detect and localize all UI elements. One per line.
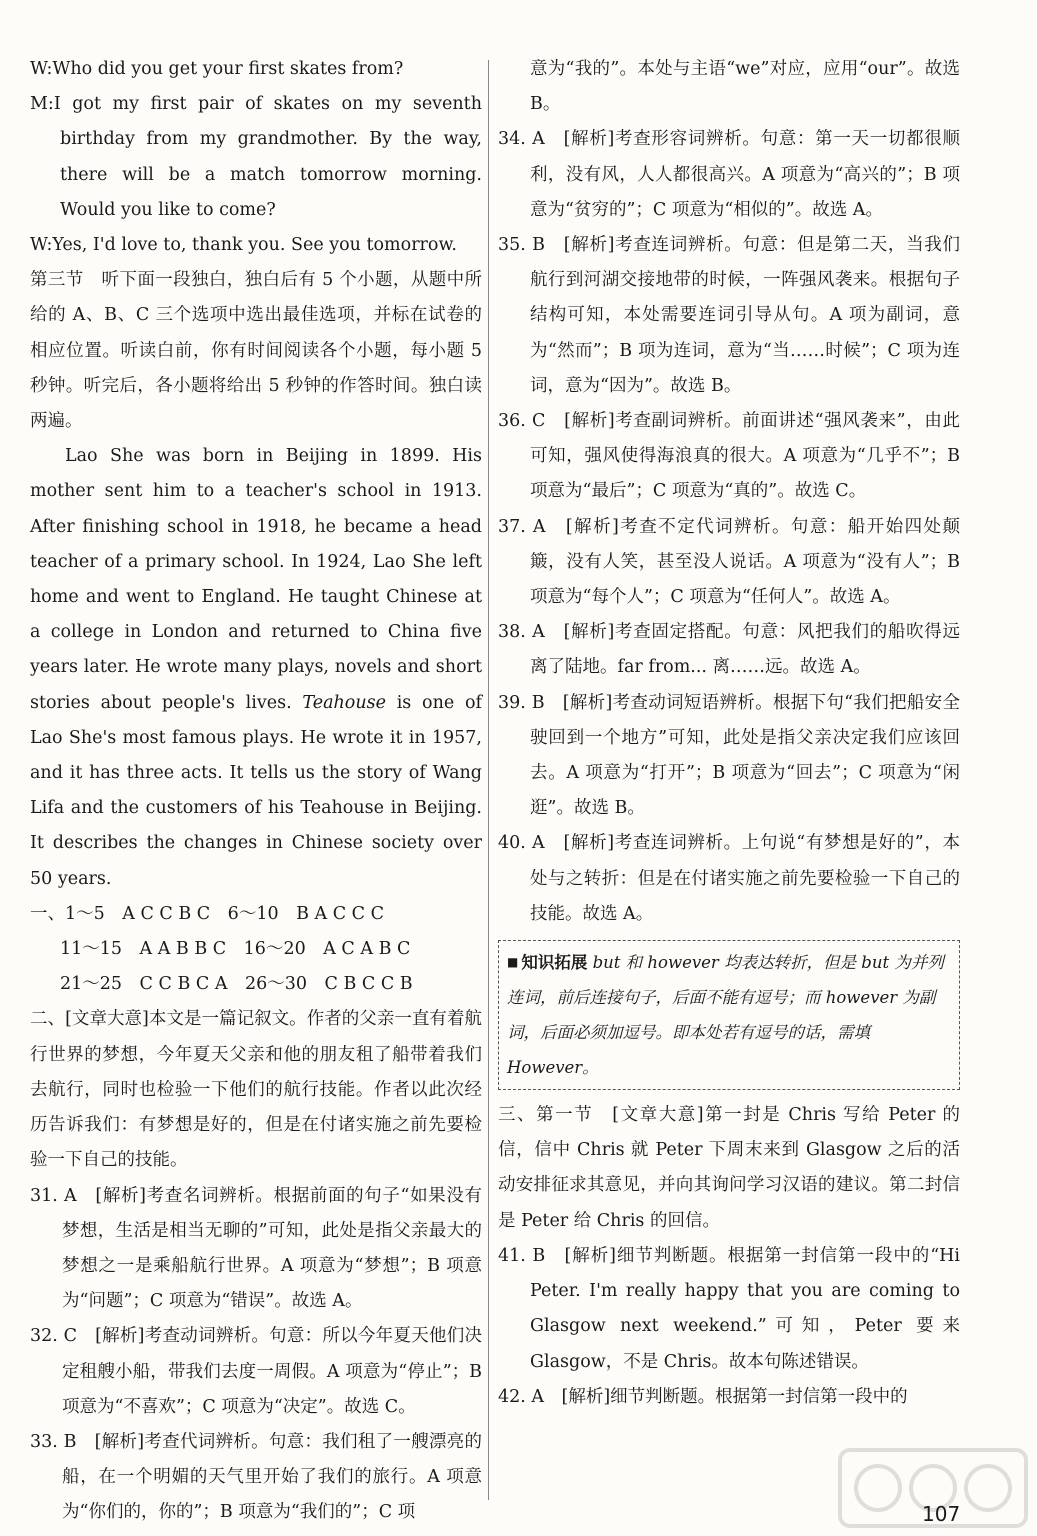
dialogue-line: W:Yes, I'd love to, thank you. See you tomorrow.	[30, 235, 457, 256]
answer-explanation-38: 38. A [解析]考查固定搭配。句意：风把我们的船吹得远离了陆地。far from... 离……远。故选 A。	[498, 622, 960, 678]
page-number: 107	[922, 1502, 961, 1526]
part2-summary: 二、[文章大意]本文是一篇记叙文。作者的父亲一直有着航行世界的梦想，今年夏天父亲和他的朋友租了船带着我们去航行，同时也检验一下他们的航行技能。作者以此次经历告诉我们：有梦想是好的，但是在付诸实施之前先要检验一下自己的技能。	[30, 1009, 482, 1171]
answer-explanation-31: 31. A [解析]考查名词辨析。根据前面的句子“如果没有梦想，生活是相当无聊的”可知，此处是指父亲最大的梦想之一是乘船航行世界。A 项意为“梦想”；B 项意为“问题”；C 项意为“错误”。故选 A。	[30, 1185, 482, 1312]
knowledge-extension-text: but 和 however 均表达转折，但是 but 为并列连词，前后连接句子，后面不能有逗号；而 however 为副词，后面必须加逗号。即本处若有逗号的话，需填 However。	[507, 953, 944, 1078]
dialogue-line: M:I got my first pair of skates on my seventh birthday from my grandmother. By the way, there will be a match tomorrow morning. Would you like to come?	[30, 94, 482, 220]
monologue-part1: Lao She was born in Beijing in 1899. His mother sent him to a teacher's school in 1913. After finishing school in 1918, he became a head teacher of a primary school. In 1924, Lao She left home and went to England. He taught Chinese at a college in London and returned to China five years later. He wrote many plays, novels and short stories about people's lives.	[30, 446, 482, 713]
answer-explanation-42: 42. A [解析]细节判断题。根据第一封信第一段中的	[498, 1386, 908, 1407]
answer-explanation-41: 41. B [解析]细节判断题。根据第一封信第一段中的“Hi Peter. I'm really happy that you are coming to Glasgow next weekend.”可知，Peter 要来 Glasgow，不是 Chris。故本句陈述错误。	[498, 1245, 960, 1372]
answer-explanation-32: 32. C [解析]考查动词辨析。句意：所以今年夏天他们决定租艘小船，带我们去度一周假。A 项意为“停止”；B 项意为“不喜欢”；C 项意为“决定”。故选 C。	[30, 1326, 482, 1417]
answer-explanation-40: 40. A [解析]考查连词辨析。上句说“有梦想是好的”，本处与之转折：但是在付诸实施之前先要检验一下自己的技能。故选 A。	[498, 833, 960, 924]
monologue-part2: is one of Lao She's most famous plays. He wrote it in 1957, and it has three acts. It tells us the story of Wang Lifa and the customers of his Teahouse in Beijing. It describes the changes in Chinese society over 50 years.	[30, 692, 482, 889]
answer-explanation-39: 39. B [解析]考查动词短语辨析。根据下句“我们把船安全驶回到一个地方”可知，此处是指父亲决定我们应该回去。A 项意为“打开”；B 项意为“回去”；C 项意为“闲逛”。故选 B。	[498, 692, 960, 819]
answer-explanation-33: 33. B [解析]考查代词辨析。句意：我们租了一艘漂亮的船，在一个明媚的天气里开始了我们的旅行。A 项意为“你们的，你的”；B 项意为“我们的”；C 项	[30, 1431, 482, 1523]
right-column	[498, 52, 960, 1415]
dialogue-line: W:Who did you get your first skates from?	[30, 59, 404, 79]
answer-explanation-37: 37. A [解析]考查不定代词辨析。句意：船开始四处颠簸，没有人笑，甚至没人说话。A 项意为“没有人”；B 项意为“每个人”；C 项意为“任何人”。故选 A。	[498, 516, 960, 608]
column-divider	[488, 60, 489, 1500]
answer-row: 一、1～5 A C C B C 6～10 B A C C C	[30, 903, 385, 924]
answer-explanation-34: 34. A [解析]考查形容词辨析。句意：第一天一切都很顺利，没有风，人人都很高兴。A 项意为“高兴的”；B 项意为“贫穷的”；C 项意为“相似的”。故选 A。	[498, 129, 960, 220]
knowledge-extension-box	[498, 940, 960, 1090]
left-column	[30, 52, 482, 1531]
answer-explanation-36: 36. C [解析]考查副词辨析。前面讲述“强风袭来”，由此可知，强风使得海浪真的很大。A 项意为“几乎不”；B 项意为“最后”；C 项意为“真的”。故选 C。	[498, 411, 960, 502]
monologue-text	[30, 439, 482, 897]
play-title: Teahouse	[302, 692, 386, 713]
section3-instructions: 第三节 听下面一段独白，独白后有 5 个小题，从题中所给的 A、B、C 三个选项中选出最佳选项，并标在试卷的相应位置。听读白前，你有时间阅读各个小题，每小题 5 秒钟。听完后，各小题将给出 5 秒钟的作答时间。独白读两遍。	[30, 270, 482, 432]
answer-explanation-33-continued: 意为“我的”。本处与主语“we”对应，应用“our”。故选 B。	[530, 59, 960, 115]
knowledge-extension-title: ■ 知识拓展	[507, 953, 587, 972]
answer-row: 11～15 A A B B C 16～20 A C A B C	[60, 939, 411, 960]
answer-explanation-35: 35. B [解析]考查连词辨析。句意：但是第二天，当我们航行到河湖交接地带的时候，一阵强风袭来。根据句子结构可知，本处需要连词引导从句。A 项为副词，意为“然而”；B 项为连词，意为“当……时候”；C 项为连词，意为“因为”。故选 B。	[498, 235, 960, 396]
answer-row: 21～25 C C B C A 26～30 C B C C B	[60, 974, 413, 995]
part3-summary: 三、第一节 [文章大意]第一封是 Chris 写给 Peter 的信，信中 Chris 就 Peter 下周末来到 Glasgow 之后的活动安排征求其意见，并向其询问学习汉语的建议。第二封信是 Peter 给 Chris 的回信。	[498, 1105, 960, 1231]
